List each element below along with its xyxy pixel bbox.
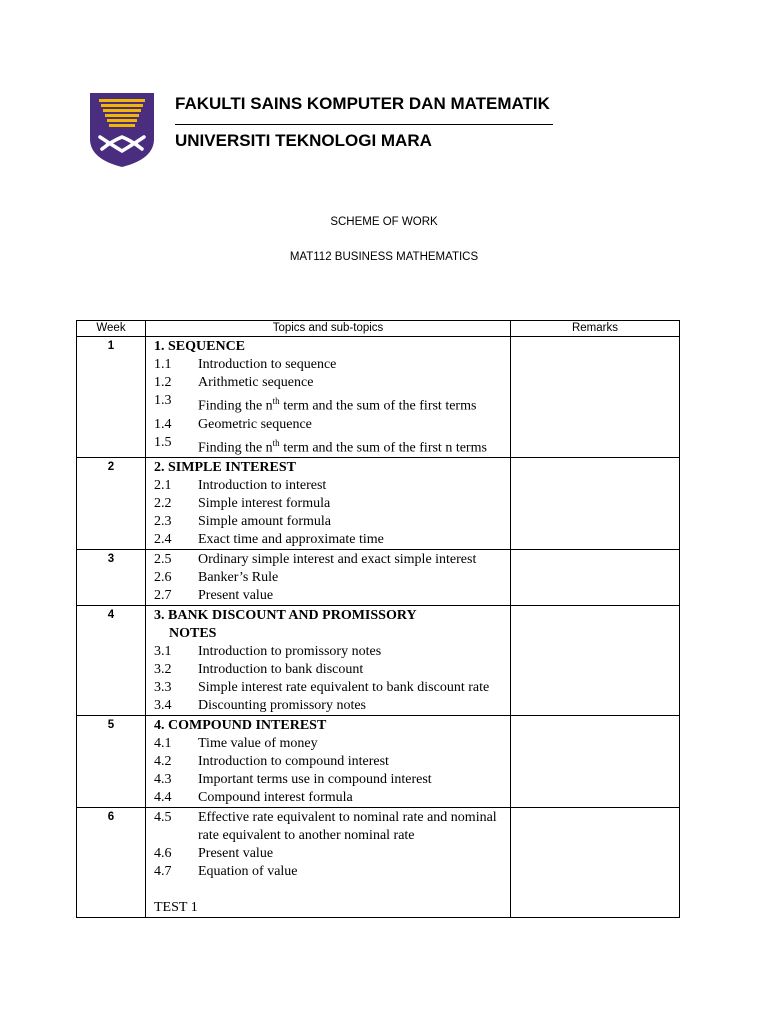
remarks-cell (511, 458, 680, 550)
subtopic-item (154, 513, 506, 531)
scheme-table (76, 320, 680, 918)
faculty-name: FAKULTI SAINS KOMPUTER DAN MATEMATIK (175, 94, 550, 113)
subtopic-text: Time value of money (198, 736, 318, 752)
subtopic-item (154, 531, 506, 549)
subtopic-number: 4.7 (154, 864, 172, 880)
subtopic-text: Simple interest formula (198, 496, 331, 512)
subtopic-item (154, 661, 506, 679)
table-row (77, 550, 680, 606)
subtopic-text: Important terms use in compound interest (198, 772, 432, 788)
remarks-cell (511, 808, 680, 918)
subtopic-number: 3.1 (154, 644, 172, 660)
column-header-topics: Topics and sub-topics (146, 321, 511, 337)
subtopic-text: Simple amount formula (198, 514, 331, 530)
week-number: 6 (77, 808, 146, 918)
subtopic-item (154, 587, 506, 605)
subtopic-item (154, 374, 506, 392)
subtopic-number: 4.4 (154, 790, 172, 806)
university-name: UNIVERSITI TEKNOLOGI MARA (175, 131, 432, 150)
course-title: MAT112 BUSINESS MATHEMATICS (289, 251, 479, 263)
section-heading (154, 338, 506, 356)
subtopic-text: Simple interest rate equivalent to bank discount rate (198, 680, 490, 696)
week-number: 1 (77, 337, 146, 458)
subtopic-number: 2.1 (154, 478, 172, 494)
subtopic-number: 4.3 (154, 772, 172, 788)
section-heading (154, 459, 506, 477)
subtopic-text: Introduction to bank discount (198, 662, 364, 678)
table-row (77, 716, 680, 808)
subtopic-item (154, 356, 506, 374)
superscript-th: th (272, 396, 280, 406)
table-header-row (77, 321, 680, 337)
remarks-cell (511, 716, 680, 808)
subtopic-text: Present value (198, 588, 274, 604)
subtopic-item (154, 753, 506, 771)
subtopic-text: Discounting promissory notes (198, 698, 366, 714)
uitm-crest-icon (90, 93, 154, 167)
subtopic-number: 1.1 (154, 357, 172, 372)
section-heading-text: 1. SEQUENCE (154, 339, 246, 354)
subtopic-text (198, 392, 506, 416)
subtopic-number: 1.4 (154, 416, 172, 432)
table-row (77, 458, 680, 550)
test-label: TEST 1 (154, 900, 198, 916)
subtopic-item (154, 643, 506, 661)
topic-cell (146, 550, 511, 606)
header-divider (175, 124, 553, 125)
subtopic-number: 4.5 (154, 810, 172, 826)
subtopic-number: 2.5 (154, 552, 172, 568)
subtopic-item (154, 771, 506, 789)
subtopic-item (154, 845, 506, 863)
subtopic-item (154, 495, 506, 513)
subtopic-text: Introduction to promissory notes (198, 644, 382, 660)
subtopic-text: Arithmetic sequence (198, 375, 314, 390)
remarks-cell (511, 606, 680, 716)
section-heading (154, 607, 506, 643)
subtopic-number: 2.6 (154, 570, 172, 586)
subtopic-text: Equation of value (198, 864, 298, 880)
subtopic-item (154, 789, 506, 807)
subtopic-number: 4.6 (154, 846, 172, 862)
subtopic-number: 1.5 (154, 434, 172, 450)
subtopic-number: 4.2 (154, 754, 172, 770)
subtopic-item (154, 809, 506, 845)
subtopic-item (154, 551, 506, 569)
section-heading-text: 4. COMPOUND INTEREST (154, 718, 327, 734)
subtopic-text: Exact time and approximate time (198, 532, 384, 548)
topic-cell (146, 458, 511, 550)
subtopic-item (154, 679, 506, 697)
subtopic-item (154, 735, 506, 753)
subtopic-text: Banker’s Rule (198, 570, 279, 586)
remarks-cell (511, 337, 680, 458)
subtopic-item (154, 863, 506, 881)
subtopic-number: 3.2 (154, 662, 172, 678)
subtopic-number: 3.4 (154, 698, 172, 714)
subtopic-number: 2.4 (154, 532, 172, 548)
subtopic-text: Introduction to interest (198, 478, 327, 494)
remarks-cell (511, 550, 680, 606)
superscript-th: th (272, 437, 280, 448)
table-row (77, 606, 680, 716)
subtopic-text: Introduction to sequence (198, 357, 337, 372)
subtopic-text: Ordinary simple interest and exact simple interest (198, 552, 477, 568)
topic-cell (146, 808, 511, 918)
subtopic-item (154, 434, 506, 458)
subtopic-text: Compound interest formula (198, 790, 353, 806)
subtopic-number: 2.3 (154, 514, 172, 530)
topic-cell (146, 606, 511, 716)
subtopic-item (154, 416, 506, 434)
subtopic-text (198, 434, 506, 458)
subtopic-text-start: Finding the n (198, 398, 273, 414)
subtopic-text: Introduction to compound interest (198, 754, 389, 770)
document-title: SCHEME OF WORK (330, 216, 438, 228)
section-heading-text: 2. SIMPLE INTEREST (154, 460, 296, 476)
subtopic-item (154, 569, 506, 587)
subtopic-item (154, 477, 506, 495)
subtopic-number: 1.3 (154, 393, 172, 408)
subtopic-item (154, 697, 506, 715)
subtopic-number: 2.7 (154, 588, 172, 604)
subtopic-text: Effective rate equivalent to nominal rate and nominal rate equivalent to another nominal rate (198, 810, 497, 844)
section-heading-text: 3. BANK DISCOUNT AND PROMISSORY (154, 608, 417, 624)
topic-cell (146, 337, 511, 458)
blank-line (154, 881, 506, 899)
week-number: 5 (77, 716, 146, 808)
subtopic-text-start: Finding the n (198, 440, 273, 456)
column-header-week: Week (77, 321, 146, 337)
subtopic-text: Geometric sequence (198, 416, 312, 432)
subtopic-text-end: term and the sum of the first terms (279, 398, 477, 414)
subtopic-text: Present value (198, 846, 274, 862)
subtopic-number: 2.2 (154, 496, 172, 512)
subtopic-number: 4.1 (154, 736, 172, 752)
section-heading (154, 717, 506, 735)
week-number: 3 (77, 550, 146, 606)
subtopic-item (154, 392, 506, 416)
week-number: 2 (77, 458, 146, 550)
table-row (77, 808, 680, 918)
table-row (77, 337, 680, 458)
topic-cell (146, 716, 511, 808)
subtopic-number: 3.3 (154, 680, 172, 696)
week-number: 4 (77, 606, 146, 716)
table-body (77, 337, 680, 918)
subtopic-number: 1.2 (154, 375, 172, 390)
column-header-remarks: Remarks (511, 321, 680, 337)
section-heading-continuation: NOTES (169, 626, 217, 642)
subtopic-text-end: term and the sum of the first n terms (279, 440, 487, 456)
